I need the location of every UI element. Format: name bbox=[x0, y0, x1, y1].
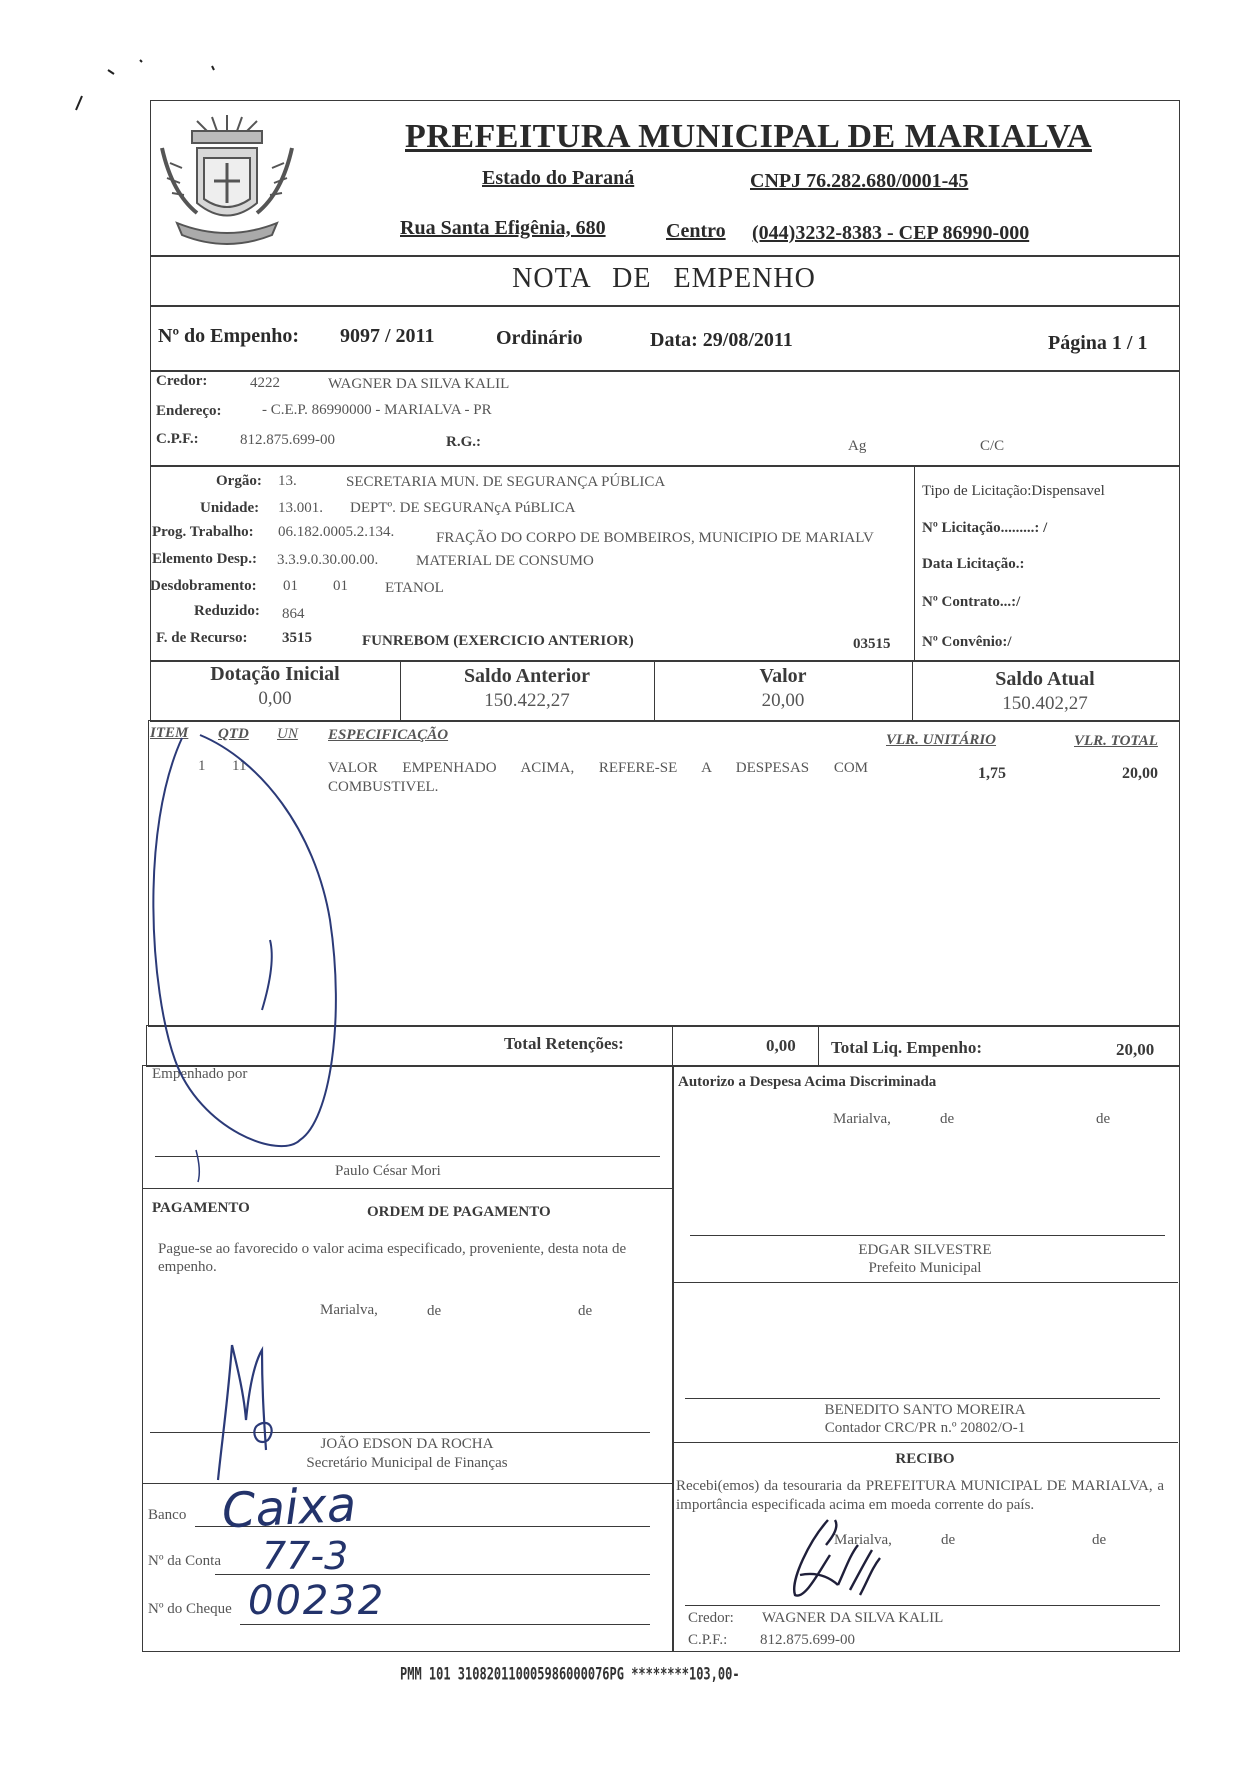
autorizo-label: Autorizo a Despesa Acima Discriminada bbox=[678, 1074, 937, 1090]
reduzido-value: 864 bbox=[282, 606, 305, 622]
recibo-label: RECIBO bbox=[895, 1451, 955, 1467]
autorizo-city: Marialva, bbox=[833, 1111, 891, 1127]
conta-label: Nº da Conta bbox=[148, 1553, 221, 1569]
desdobramento-a: 01 bbox=[283, 578, 298, 594]
unidade-name: DEPTº. DE SEGURANçA PúBLICA bbox=[350, 500, 576, 516]
col-un: UN bbox=[277, 726, 298, 742]
pagamento-role: Secretário Municipal de Finanças bbox=[306, 1455, 508, 1471]
recibo-cpf: 812.875.699-00 bbox=[760, 1632, 855, 1648]
prog-trabalho-code: 06.182.0005.2.134. bbox=[278, 524, 395, 540]
pagamento-signer: JOÃO EDSON DA ROCHA bbox=[320, 1436, 494, 1452]
col-vlr-total: VLR. TOTAL bbox=[1074, 733, 1158, 749]
total-retencoes-label: Total Retenções: bbox=[504, 1034, 624, 1053]
item-vlr-total: 20,00 bbox=[1122, 765, 1158, 782]
col-vlr-unitario: VLR. UNITÁRIO bbox=[886, 732, 997, 748]
phone-cep: (044)3232-8383 - CEP 86990-000 bbox=[752, 222, 1030, 244]
empenho-date: Data: 29/08/2011 bbox=[650, 329, 793, 351]
pagamento-city: Marialva, bbox=[320, 1302, 378, 1318]
cpf-value: 812.875.699-00 bbox=[240, 432, 335, 448]
banco-handwritten: Caixa bbox=[220, 1476, 358, 1540]
unidade-code: 13.001. bbox=[278, 500, 323, 516]
pagamento-signature-stroke bbox=[218, 1345, 272, 1480]
contador-signer: BENEDITO SANTO MOREIRA bbox=[824, 1402, 1026, 1418]
recibo-de1: de bbox=[941, 1532, 956, 1548]
autorizo-signer: EDGAR SILVESTRE bbox=[858, 1242, 992, 1258]
numero-contrato: Nº Contrato...:/ bbox=[922, 594, 1021, 610]
autorizo-role: Prefeito Municipal bbox=[868, 1260, 982, 1276]
empenhado-por-label: Empenhado por bbox=[152, 1066, 248, 1082]
empenho-number: 9097 / 2011 bbox=[340, 325, 435, 347]
saldo-anterior-value: 150.422,27 bbox=[484, 690, 570, 711]
recibo-credor-label: Credor: bbox=[688, 1610, 734, 1626]
tipo-licitacao: Tipo de Licitação:Dispensavel bbox=[922, 483, 1105, 499]
orgao-code: 13. bbox=[278, 473, 297, 489]
dotacao-inicial-value: 0,00 bbox=[258, 688, 292, 709]
item-qtd: 11 bbox=[232, 758, 247, 774]
rg-label: R.G.: bbox=[446, 434, 481, 450]
endereco-label: Endereço: bbox=[156, 403, 222, 419]
cnpj: CNPJ 76.282.680/0001-45 bbox=[750, 170, 969, 192]
orgao-name: SECRETARIA MUN. DE SEGURANÇA PÚBLICA bbox=[346, 474, 666, 490]
elemento-name: MATERIAL DE CONSUMO bbox=[416, 553, 594, 569]
desdobramento-label: Desdobramento: bbox=[150, 578, 257, 594]
recurso-code: 3515 bbox=[282, 630, 312, 646]
col-qtd: QTD bbox=[218, 726, 249, 742]
item-number: 1 bbox=[198, 758, 206, 774]
prog-trabalho-name: FRAÇÃO DO CORPO DE BOMBEIROS, MUNICIPIO DE MARIALV bbox=[436, 530, 874, 546]
total-liq-value: 20,00 bbox=[1116, 1040, 1155, 1059]
district: Centro bbox=[666, 220, 726, 242]
cc-label: C/C bbox=[980, 438, 1005, 454]
unidade-label: Unidade: bbox=[200, 500, 260, 516]
page-number: Página 1 / 1 bbox=[1048, 332, 1148, 354]
saldo-anterior-label: Saldo Anterior bbox=[463, 665, 591, 687]
col-item: ITEM bbox=[150, 725, 189, 741]
conta-handwritten: 77-3 bbox=[262, 1534, 349, 1578]
reduzido-label: Reduzido: bbox=[194, 603, 260, 619]
ag-label: Ag bbox=[848, 438, 867, 454]
elemento-code: 3.3.9.0.30.00.00. bbox=[277, 552, 379, 568]
credor-code: 4222 bbox=[250, 375, 280, 391]
total-retencoes-value: 0,00 bbox=[766, 1036, 796, 1055]
contador-role: Contador CRC/PR n.º 20802/O-1 bbox=[824, 1420, 1026, 1436]
valor-value: 20,00 bbox=[761, 690, 805, 711]
doc-type-title: NOTA DE EMPENHO bbox=[512, 263, 816, 294]
orgao-label: Orgão: bbox=[216, 473, 262, 489]
empenhado-por-name: Paulo César Mori bbox=[335, 1163, 441, 1179]
pagamento-de1: de bbox=[427, 1303, 442, 1319]
numero-convenio: Nº Convênio:/ bbox=[922, 634, 1012, 650]
total-liq-label: Total Liq. Empenho: bbox=[831, 1038, 982, 1057]
item-espec-line1: VALOR EMPENHADO ACIMA, REFERE-SE A DESPESAS COM bbox=[328, 760, 868, 776]
recibo-text: Recebi(emos) da tesouraria da PREFEITURA MUNICIPAL DE MARIALVA, a importância especificada acima em moeda corrente do país. bbox=[676, 1478, 1164, 1513]
cheque-label: Nº do Cheque bbox=[148, 1601, 232, 1617]
recurso-label: F. de Recurso: bbox=[156, 630, 248, 646]
recibo-credor-name: WAGNER DA SILVA KALIL bbox=[762, 1610, 944, 1626]
address: Rua Santa Efigênia, 680 bbox=[400, 217, 606, 239]
credor-label: Credor: bbox=[156, 373, 208, 389]
empenho-type: Ordinário bbox=[496, 327, 583, 349]
autorizo-de1: de bbox=[940, 1111, 955, 1127]
empenho-number-label: Nº do Empenho: bbox=[158, 325, 300, 347]
pagamento-text: Pague-se ao favorecido o valor acima especificado, proveniente, desta nota de empenho. bbox=[158, 1241, 627, 1275]
pagamento-label: PAGAMENTO bbox=[152, 1200, 250, 1216]
desdobramento-name: ETANOL bbox=[385, 580, 444, 596]
ordem-pagamento-label: ORDEM DE PAGAMENTO bbox=[367, 1204, 551, 1220]
pagamento-de2: de bbox=[578, 1303, 593, 1319]
desdobramento-b: 01 bbox=[333, 578, 348, 594]
saldo-atual-value: 150.402,27 bbox=[1002, 693, 1088, 714]
autorizo-de2: de bbox=[1096, 1111, 1111, 1127]
recibo-signature-stroke bbox=[794, 1520, 880, 1596]
footer-print-code: PMM 101 310820110005986000076PG ********103,00- bbox=[400, 1664, 740, 1684]
empenhado-signature-stroke bbox=[153, 735, 336, 1146]
item-espec-line2: COMBUSTIVEL. bbox=[328, 779, 439, 795]
city-hall-title: PREFEITURA MUNICIPAL DE MARIALVA bbox=[405, 118, 1092, 155]
dotacao-inicial-label: Dotação Inicial bbox=[210, 663, 340, 685]
item-vlr-unitario: 1,75 bbox=[978, 765, 1006, 782]
recurso-number: 03515 bbox=[853, 636, 891, 652]
prog-trabalho-label: Prog. Trabalho: bbox=[152, 524, 254, 540]
credor-name: WAGNER DA SILVA KALIL bbox=[328, 376, 510, 392]
banco-label: Banco bbox=[148, 1507, 187, 1523]
state-name: Estado do Paraná bbox=[482, 167, 635, 189]
recibo-city: Marialva, bbox=[834, 1532, 892, 1548]
col-especificacao: ESPECIFICAÇÃO bbox=[328, 727, 449, 743]
recibo-cpf-label: C.P.F.: bbox=[688, 1632, 728, 1648]
elemento-label: Elemento Desp.: bbox=[152, 551, 257, 567]
numero-licitacao: Nº Licitação.........: / bbox=[922, 520, 1048, 536]
saldo-atual-label: Saldo Atual bbox=[995, 668, 1095, 690]
endereco-value: - C.E.P. 86990000 - MARIALVA - PR bbox=[262, 402, 492, 418]
cpf-label: C.P.F.: bbox=[156, 431, 199, 447]
recurso-name: FUNREBOM (EXERCICIO ANTERIOR) bbox=[362, 633, 634, 649]
recibo-de2: de bbox=[1092, 1532, 1107, 1548]
data-licitacao: Data Licitação.: bbox=[922, 556, 1025, 572]
cheque-handwritten: 00232 bbox=[248, 1578, 386, 1624]
valor-label: Valor bbox=[759, 665, 807, 687]
